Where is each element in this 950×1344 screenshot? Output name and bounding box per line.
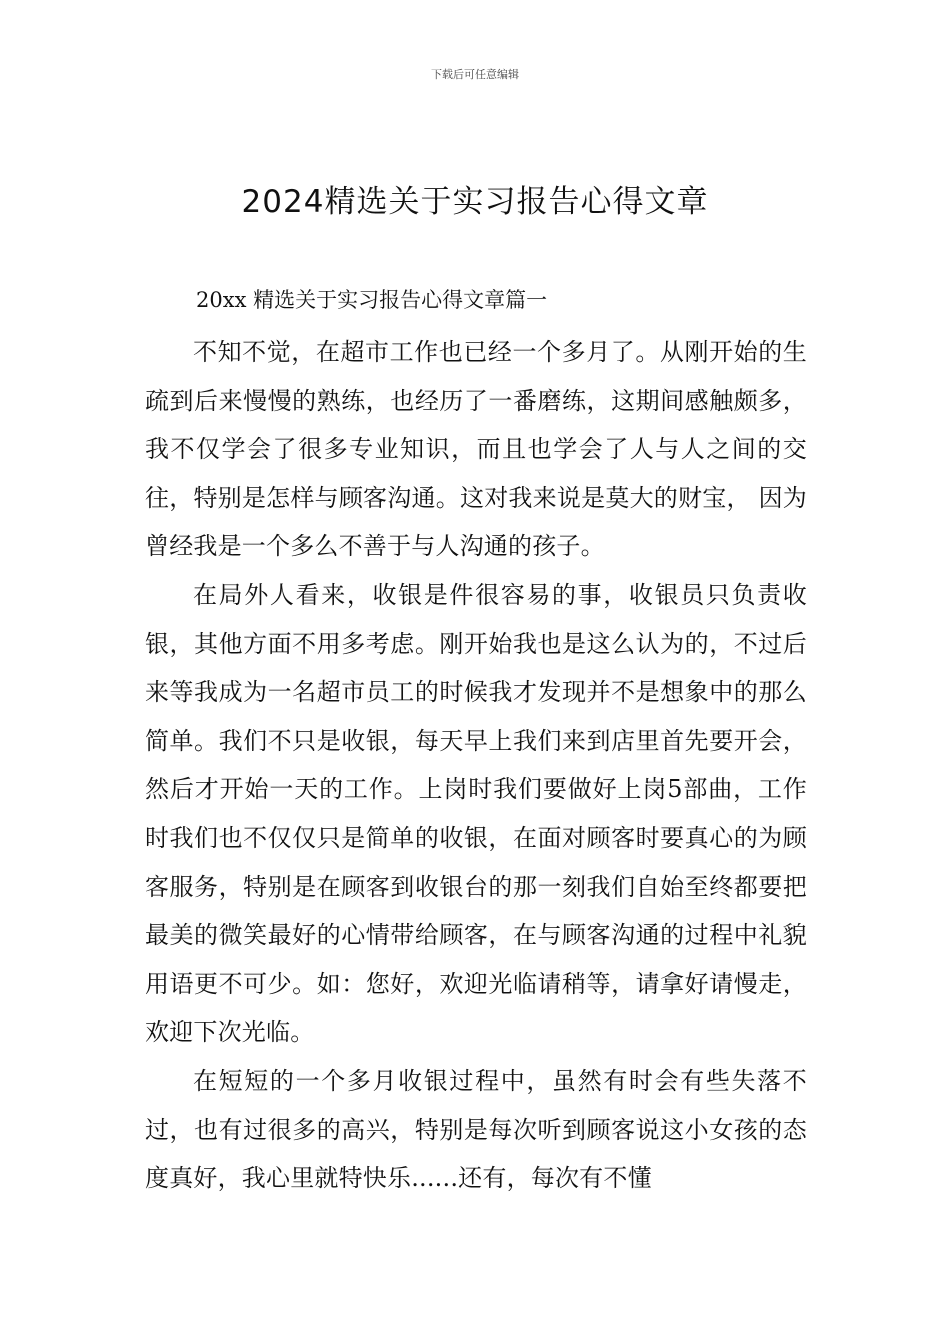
document-body <box>145 328 807 1203</box>
paragraph: 不知不觉，在超市工作也已经一个多月了。从刚开始的生疏到后来慢慢的熟练，也经历了一番磨练，这期间感触颇多，我不仅学会了很多专业知识，而且也学会了人与人之间的交往，特别是怎样与顾客沟通。这对我来说是莫大的财宝， 因为曾经我是一个多么不善于与人沟通的孩子。 <box>145 338 807 561</box>
section-heading: 20xx 精选关于实习报告心得文章篇一 <box>196 288 548 312</box>
paragraph: 在短短的一个多月收银过程中，虽然有时会有些失落不过，也有过很多的高兴，特别是每次听到顾客说这小女孩的态度真好，我心里就特快乐......还有，每次有不懂 <box>145 1066 807 1193</box>
document-title: 2024精选关于实习报告心得文章 <box>241 184 709 220</box>
page-header-note: 下载后可任意编辑 <box>431 68 519 81</box>
paragraph: 在局外人看来，收银是件很容易的事，收银员只负责收银，其他方面不用多考虑。刚开始我也是这么认为的，不过后来等我成为一名超市员工的时候我才发现并不是想象中的那么简单。我们不只是收银，每天早上我们来到店里首先要开会，然后才开始一天的工作。上岗时我们要做好上岗5部曲，工作时我们也不仅仅只是简单的收银，在面对顾客时要真心的为顾客服务，特别是在顾客到收银台的那一刻我们自始至终都要把最美的微笑最好的心情带给顾客，在与顾客沟通的过程中礼貌用语更不可少。如：您好，欢迎光临请稍等，请拿好请慢走，欢迎下次光临。 <box>145 580 807 1047</box>
